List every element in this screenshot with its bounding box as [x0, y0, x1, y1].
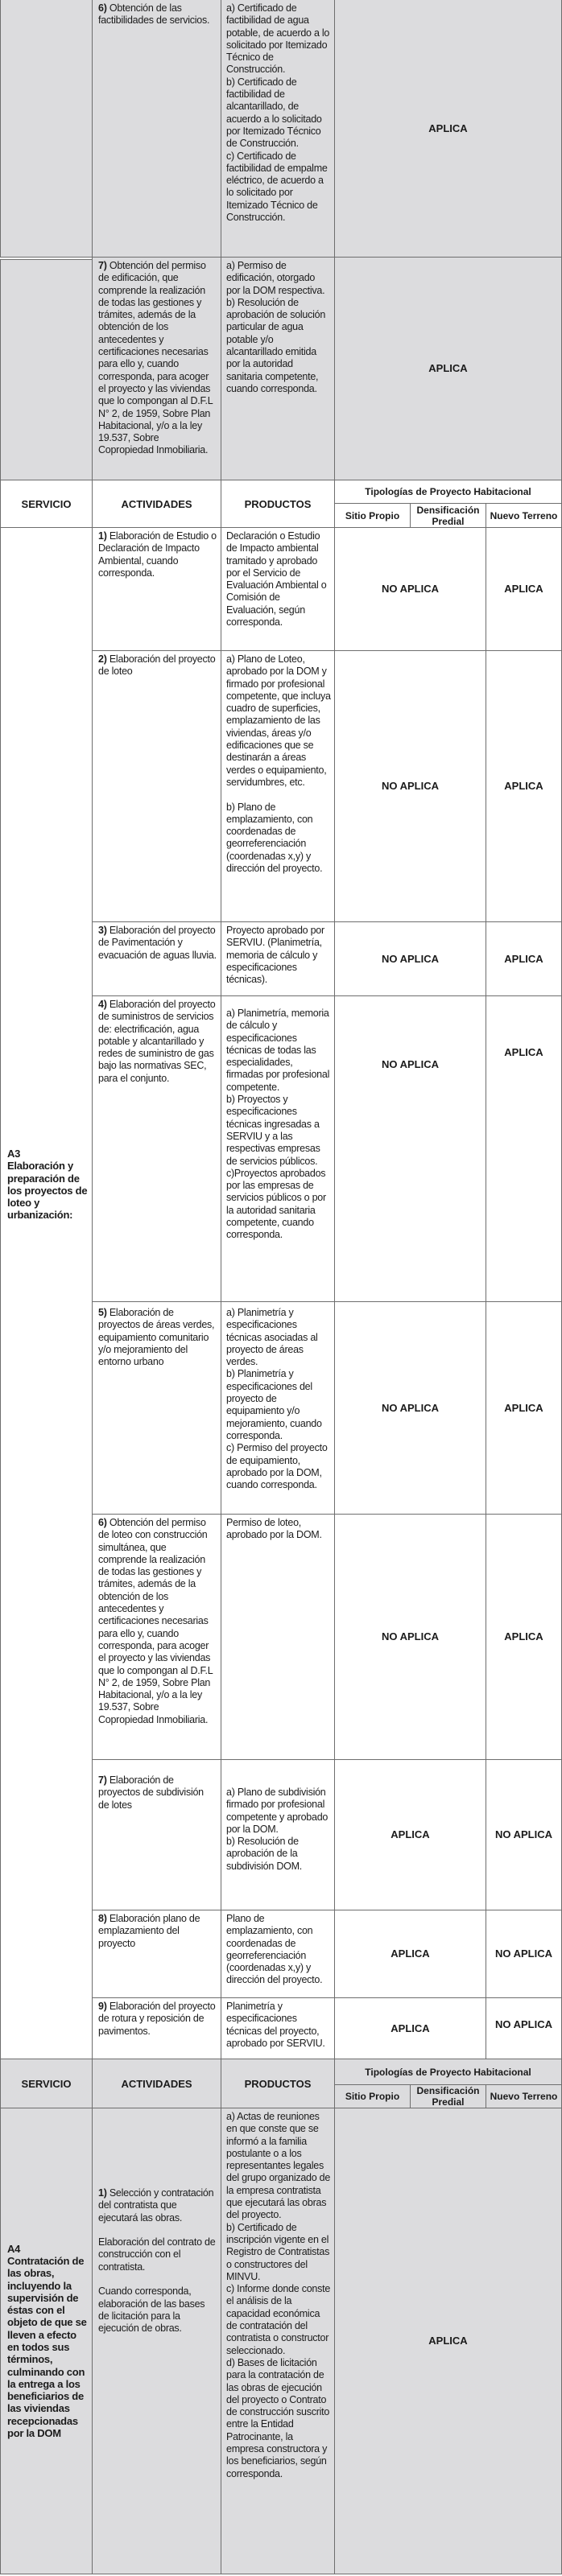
verdict-nuevo-terreno: APLICA	[486, 527, 562, 651]
header-tipologias: Tipologías de Proyecto Habitacional	[334, 480, 562, 504]
products-cell: Planimetría y especificaciones técnicas del proyecto, aprobado por SERVIU.	[221, 1997, 335, 2059]
activity-number: 7)	[98, 260, 107, 271]
activity-number: 1)	[98, 2187, 107, 2199]
verdict-sitio-densificacion: NO APLICA	[334, 527, 486, 651]
products-cell: a) Planimetría y especificaciones técnicas asociadas al proyecto de áreas verdes. b) Planimetría y especificaciones del proyecto de equipamiento y/o mejoramiento, cuando corresponda. c) Permiso del proyecto de equipamiento, aprobado por la DOM, cuando corresponda.	[221, 1301, 335, 1515]
service-a4-label	[0, 2108, 93, 2574]
verdict-nuevo-terreno: APLICA	[486, 921, 562, 996]
verdict-cell: APLICA	[334, 2108, 562, 2574]
activity-cell	[92, 257, 221, 480]
activity-text: Selección y contratación del contratista que ejecutará las obras. Elaboración del contrato de construcción con el contratista. Cuando corresponda, elaboración de las bases de licitación para la ejecución de obras.	[98, 2187, 216, 2335]
header-actividades: ACTIVIDADES	[92, 2059, 221, 2108]
verdict-nuevo-terreno: APLICA	[486, 1514, 562, 1760]
activity-cell	[92, 995, 221, 1302]
products-cell: Declaración o Estudio de Impacto ambiental tramitado y aprobado por el Servicio de Evaluación Ambiental o Comisión de Evaluación, según corresponda.	[221, 527, 335, 651]
activity-text: Elaboración del proyecto de loteo	[98, 653, 216, 678]
activity-text: Elaboración plano de emplazamiento del proyecto	[98, 1913, 200, 1949]
verdict-sitio-densificacion: APLICA	[334, 1997, 486, 2059]
header-nuevo-terreno: Nuevo Terreno	[486, 503, 562, 528]
verdict-sitio-densificacion: NO APLICA	[334, 1514, 486, 1760]
verdict-sitio-densificacion: APLICA	[334, 1910, 486, 1998]
activity-cell	[92, 2108, 221, 2574]
service-cell-empty	[0, 0, 93, 258]
products-cell: a) Plano de Loteo, aprobado por la DOM y firmado por profesional competente, que incluya cuadro de superficies, emplazamiento de las viviendas, áreas y/o edificaciones que se destinarán a áreas verdes o equipamiento, servidumbres, etc. b) Plano de emplazamiento, con coordenadas de georreferenciación (coordenadas x,y) y dirección del proyecto.	[221, 650, 335, 922]
products-cell: Permiso de loteo, aprobado por la DOM.	[221, 1514, 335, 1760]
activity-text: Elaboración del proyecto de rotura y reposición de pavimentos.	[98, 2001, 216, 2037]
activity-text: Obtención de las factibilidades de servicios.	[98, 2, 210, 27]
products-cell: a) Actas de reuniones en que conste que se informó a la familia postulante o a los representantes legales del grupo organizado de la empresa contratista que ejecutará las obras del proyecto. b) Certificado de inscripción vigente en el Registro de Contratistas o constructores del MINVU. c) Informe donde conste el análisis de la capacidad económica de contratación del contratista o constructor seleccionado. d) Bases de licitación para la contratación de las obras de ejecución del proyecto o Contrato de construcción suscrito entre la Entidad Patrocinante, la empresa constructora y los beneficiarios, según corresponda.	[221, 2108, 335, 2574]
header-servicio: SERVICIO	[0, 2059, 93, 2108]
activity-number: 1)	[98, 530, 107, 542]
activity-cell	[92, 1910, 221, 1998]
activity-number: 6)	[98, 1517, 107, 1528]
activity-text: Obtención del permiso de loteo con construcción simultánea, que comprende la realización de todas las gestiones y trámites, además de la obtención de los antecedentes y certificaciones necesarias para ello y, cuando corresponda, para acoger el proyecto y las viviendas que lo compongan al D.F.L N° 2, de 1959, Sobre Plan Habitacional, y/o a la ley 19.537, Sobre Copropiedad Inmobiliaria.	[98, 1517, 213, 1725]
activity-cell	[92, 527, 221, 651]
activity-text: Elaboración del proyecto de suministros de servicios de: electrificación, agua potable y alcantarillado y redes de suministro de gas bajo las normativas SEC, para el conjunto.	[98, 999, 216, 1084]
activity-cell	[92, 1301, 221, 1515]
service-a3-label: A3 Elaboración y preparación de los proyectos de loteo y urbanización:	[0, 527, 93, 2059]
verdict-nuevo-terreno: APLICA	[486, 995, 562, 1302]
activity-text: Elaboración de proyectos de subdivisión de lotes	[98, 1774, 204, 1811]
verdict-nuevo-terreno: NO APLICA	[486, 1759, 562, 1910]
activity-cell	[92, 1759, 221, 1910]
products-cell: a) Planimetría, memoria de cálculo y especificaciones técnicas de todas las especialidades, firmadas por profesional competente. b) Proyectos y especificaciones técnicas ingresadas a SERVIU y a las respectivas empresas de servicios públicos. c)Proyectos aprobados por las empresas de servicios públicos o por la autoridad sanitaria competente, cuando corresponda.	[221, 995, 335, 1302]
products-cell: Plano de emplazamiento, con coordenadas de georreferenciación (coordenadas x,y) y dirección del proyecto.	[221, 1910, 335, 1998]
activity-cell	[92, 921, 221, 996]
verdict-cell: APLICA	[334, 257, 562, 480]
header-nuevo-terreno: Nuevo Terreno	[486, 2084, 562, 2108]
verdict-sitio-densificacion: NO APLICA	[334, 650, 486, 922]
products-cell: a) Plano de subdivisión firmado por profesional competente y aprobado por la DOM. b) Resolución de aprobación de la subdivisión DOM.	[221, 1759, 335, 1910]
activity-number: 4)	[98, 999, 107, 1010]
header-productos: PRODUCTOS	[221, 480, 335, 528]
activity-number: 2)	[98, 653, 107, 665]
activity-cell	[92, 0, 221, 258]
verdict-nuevo-terreno: APLICA	[486, 1301, 562, 1515]
activity-cell	[92, 1997, 221, 2059]
activity-cell	[92, 1514, 221, 1760]
header-sitio-propio: Sitio Propio	[334, 503, 411, 528]
activity-text: Elaboración de Estudio o Declaración de Impacto Ambiental, cuando corresponda.	[98, 530, 217, 579]
service-a4-text: A4 Contratación de las obras, incluyendo la supervisión de éstas con el objeto de que se lleven a efecto en todos sus términos, culminando con la entrega a los beneficiarios de las viviendas recepcionadas por la DOM	[7, 2242, 87, 2440]
verdict-nuevo-terreno: NO APLICA	[486, 1997, 562, 2059]
verdict-nuevo-terreno: APLICA	[486, 650, 562, 922]
activity-text: Obtención del permiso de edificación, que comprende la realización de todas las gestiones y trámites, además de la obtención de los antecedentes y certificaciones necesarias para ello y, cuando corresponda, para acoger el proyecto y las viviendas que lo compongan al D.F.L N° 2, de 1959, Sobre Plan Habitacional, y/o a la ley 19.537, Sobre Copropiedad Inmobiliaria.	[98, 260, 213, 456]
products-cell: a) Permiso de edificación, otorgado por la DOM respectiva. b) Resolución de aprobación de solución particular de agua potable y/o alcantarillado emitida por la autoridad sanitaria competente, cuando corresponda.	[221, 257, 335, 480]
activity-number: 9)	[98, 2001, 107, 2012]
service-cell-empty	[0, 259, 93, 480]
header-servicio: SERVICIO	[0, 480, 93, 528]
products-cell: a) Certificado de factibilidad de agua potable, de acuerdo a lo solicitado por Itemizado Técnico de Construcción. b) Certificado de factibilidad de alcantarillado, de acuerdo a lo solicitado por Itemizado Técnico de Construcción. c) Certificado de factibilidad de empalme eléctrico, de acuerdo a lo solicitado por Itemizado Técnico de Construcción.	[221, 0, 335, 258]
verdict-sitio-densificacion: NO APLICA	[334, 1301, 486, 1515]
activity-number: 5)	[98, 1307, 107, 1318]
header-productos: PRODUCTOS	[221, 2059, 335, 2108]
verdict-sitio-densificacion: NO APLICA	[334, 995, 486, 1302]
activity-cell	[92, 650, 221, 922]
header-sitio-propio: Sitio Propio	[334, 2084, 411, 2108]
verdict-sitio-densificacion: NO APLICA	[334, 921, 486, 996]
verdict-nuevo-terreno: NO APLICA	[486, 1910, 562, 1998]
activity-text: Elaboración del proyecto de Pavimentación y evacuación de aguas lluvia.	[98, 925, 217, 961]
header-densificacion-predial: Densificación Predial	[410, 2084, 486, 2108]
activity-number: 8)	[98, 1913, 107, 1924]
header-densificacion-predial: Densificación Predial	[410, 503, 486, 528]
verdict-sitio-densificacion: APLICA	[334, 1759, 486, 1910]
header-tipologias: Tipologías de Proyecto Habitacional	[334, 2059, 562, 2085]
activity-number: 6)	[98, 2, 107, 14]
activity-number: 7)	[98, 1774, 107, 1786]
header-actividades: ACTIVIDADES	[92, 480, 221, 528]
verdict-cell: APLICA	[334, 0, 562, 258]
activity-number: 3)	[98, 925, 107, 936]
activity-text: Elaboración de proyectos de áreas verdes, equipamiento comunitario y/o mejoramiento del entorno urbano	[98, 1307, 215, 1368]
products-cell: Proyecto aprobado por SERVIU. (Planimetría, memoria de cálculo y especificaciones técnicas).	[221, 921, 335, 996]
